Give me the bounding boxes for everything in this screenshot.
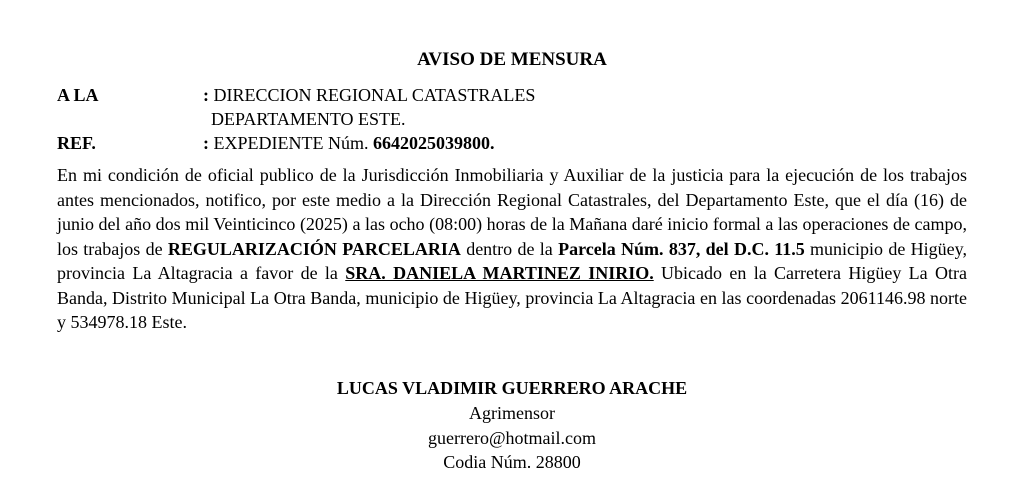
signature-email: guerrero@hotmail.com xyxy=(427,428,597,448)
ref-expediente-prefix: EXPEDIENTE Núm. xyxy=(213,133,369,153)
a-la-recipient: DIRECCION REGIONAL CATASTRALES xyxy=(213,85,536,105)
document-title: AVISO DE MENSURA xyxy=(417,49,607,70)
a-la-label: A LA xyxy=(57,85,99,105)
notice-body-paragraph xyxy=(57,163,967,335)
body-text-part1: En mi condición de oficial publico de la Jurisdicción Inmobiliaria y Auxiliar de la justicia para la ejecución de los trabajos antes mencionados, notifico, por este medio a la Dirección Regional Catastrales, del Departamento Este, que el día (16) de junio del año dos mil Veinticinco (2025) a las ocho (08:00) horas de la Mañana daré inicio formal a las operaciones de campo, los trabajos de xyxy=(57,165,967,259)
ref-expediente-number: 6642025039800. xyxy=(372,133,495,153)
a-la-colon: : xyxy=(203,85,209,105)
signature-codia: Codia Núm. 28800 xyxy=(443,452,581,472)
ref-colon: : xyxy=(203,133,209,153)
ref-label: REF. xyxy=(57,133,96,153)
signature-name: LUCAS VLADIMIR GUERRERO ARACHE xyxy=(336,378,688,398)
body-parcel: Parcela Núm. 837, del D.C. 11.5 xyxy=(558,238,805,259)
signature-role: Agrimensor xyxy=(469,403,555,423)
a-la-value-line1 xyxy=(203,84,535,106)
body-work-type: REGULARIZACIÓN PARCELARIA xyxy=(167,238,461,259)
body-owner-name: SRA. DANIELA MARTINEZ INIRIO. xyxy=(345,263,654,283)
body-text-part2: dentro de la xyxy=(460,238,559,259)
body-text-part4: Ubicado en la Carretera Higüey La Otra Banda, Distrito Municipal La Otra Banda, municipio de Higüey, provincia La Altagracia en las coordenadas 2061146.98 norte y 534978.18 Este. xyxy=(57,263,967,332)
a-la-value-line2: DEPARTAMENTO ESTE. xyxy=(211,109,406,129)
body-text-part3: municipio de Higüey, provincia La Altagracia a favor de la xyxy=(57,238,967,283)
ref-value xyxy=(203,132,494,154)
